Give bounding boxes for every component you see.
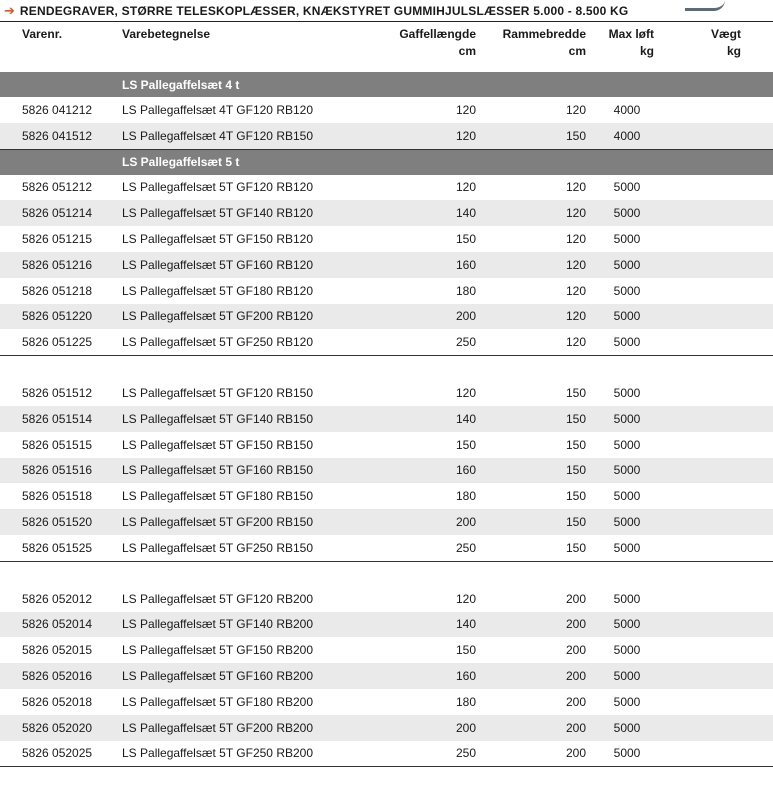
cell-vaegt: [666, 226, 773, 252]
cell-max-loeft: 4000: [613, 102, 641, 117]
group-spacer-row: [0, 561, 773, 586]
group-header-blank: [0, 561, 113, 586]
table-row: [0, 97, 773, 123]
cell-vaegt: [666, 509, 773, 535]
cell-varenr: 5826 052012: [22, 591, 93, 606]
cell-vaegt: [666, 741, 773, 767]
cell-varebetegnelse: LS Pallegaffelsæt 4T GF120 RB120: [122, 102, 314, 117]
cell-max-loeft: 5000: [588, 200, 666, 226]
cell-varenr: 5826 051220: [0, 304, 113, 330]
cell-varenr: 5826 052025: [0, 741, 113, 767]
cell-rammebredde: 200: [480, 663, 588, 689]
cell-vaegt: [666, 380, 773, 406]
table-row: [0, 663, 773, 689]
cell-gaffellaengde: 150: [455, 232, 476, 247]
cell-rammebredde: 120: [565, 283, 586, 298]
cell-vaegt: [666, 406, 773, 432]
cell-gaffellaengde: 120: [392, 123, 480, 149]
cell-gaffellaengde: 250: [392, 329, 480, 355]
cell-vaegt: [666, 329, 773, 355]
cell-vaegt: [666, 535, 773, 561]
cell-gaffellaengde: 200: [392, 509, 480, 535]
cell-varenr: 5826 051225: [0, 329, 113, 355]
cell-gaffellaengde: 160: [392, 252, 480, 278]
cell-max-loeft: 5000: [613, 283, 641, 298]
cell-varebetegnelse: LS Pallegaffelsæt 5T GF180 RB200: [122, 694, 314, 709]
cell-varenr: 5826 051518: [22, 489, 93, 504]
cell-varenr: 5826 051512: [22, 386, 93, 401]
cell-vaegt: [666, 432, 773, 458]
table-row: [0, 483, 773, 509]
group-header-blank: [0, 356, 113, 381]
cell-vaegt: [666, 278, 773, 304]
cell-max-loeft: 5000: [588, 535, 666, 561]
cell-varebetegnelse: LS Pallegaffelsæt 5T GF120 RB150: [122, 386, 314, 401]
cell-max-loeft: 5000: [613, 437, 641, 452]
cell-varenr: 5826 051212: [22, 180, 93, 195]
cell-rammebredde: 150: [480, 406, 588, 432]
cell-max-loeft: 5000: [613, 232, 641, 247]
cell-rammebredde: 200: [480, 612, 588, 638]
table-row: [0, 329, 773, 355]
cell-varebetegnelse: LS Pallegaffelsæt 5T GF150 RB150: [122, 437, 314, 452]
table-header: [0, 26, 773, 72]
cell-varebetegnelse: LS Pallegaffelsæt 5T GF150 RB200: [122, 643, 314, 658]
column-header-rammebredde: Rammebredde cm: [502, 27, 586, 58]
cell-gaffellaengde: 140: [392, 200, 480, 226]
cell-varenr: 5826 051214: [0, 200, 113, 226]
cell-varenr: 5826 052018: [22, 694, 93, 709]
cell-vaegt: [666, 637, 773, 663]
cell-gaffellaengde: 150: [455, 643, 476, 658]
table-row: [0, 380, 773, 406]
cell-varebetegnelse: LS Pallegaffelsæt 5T GF160 RB200: [113, 663, 392, 689]
cell-varenr: 5826 041212: [22, 102, 93, 117]
cell-max-loeft: 5000: [588, 304, 666, 330]
cell-gaffellaengde: 180: [455, 489, 476, 504]
cell-max-loeft: 5000: [588, 329, 666, 355]
table-row: [0, 689, 773, 715]
table-row: [0, 586, 773, 612]
table-row: [0, 278, 773, 304]
cell-varebetegnelse: LS Pallegaffelsæt 5T GF200 RB150: [113, 509, 392, 535]
cell-vaegt: [666, 586, 773, 612]
cell-gaffellaengde: 140: [392, 406, 480, 432]
cell-max-loeft: 5000: [613, 180, 641, 195]
cell-vaegt: [666, 715, 773, 741]
cell-vaegt: [666, 97, 773, 123]
section-title: RENDEGRAVER, STØRRE TELESKOPLÆSSER, KNÆKSTYRET GUMMIHJULSLÆSSER 5.000 - 8.500 KG: [19, 3, 629, 18]
cell-varenr: 5826 052020: [0, 715, 113, 741]
cell-varebetegnelse: LS Pallegaffelsæt 5T GF200 RB120: [113, 304, 392, 330]
cell-max-loeft: 5000: [613, 386, 641, 401]
cell-gaffellaengde: 200: [392, 304, 480, 330]
cell-max-loeft: 5000: [588, 406, 666, 432]
cell-varenr: 5826 051215: [22, 232, 93, 247]
column-header-vaegt: Vægt kg: [711, 27, 741, 58]
cell-rammebredde: 120: [565, 102, 586, 117]
table-row: [0, 637, 773, 663]
cell-max-loeft: 5000: [588, 663, 666, 689]
cell-max-loeft: 5000: [613, 489, 641, 504]
table-row: [0, 458, 773, 484]
group-header-row: [0, 72, 773, 97]
cell-gaffellaengde: 180: [455, 694, 476, 709]
cell-rammebredde: 150: [480, 509, 588, 535]
cell-rammebredde: 150: [565, 489, 586, 504]
table-row: [0, 252, 773, 278]
column-header-max-loeft: Max løft kg: [608, 27, 654, 58]
cell-gaffellaengde: 150: [455, 437, 476, 452]
cell-rammebredde: 200: [565, 643, 586, 658]
cell-gaffellaengde: 120: [455, 386, 476, 401]
group-title: [113, 561, 773, 586]
cell-rammebredde: 150: [480, 535, 588, 561]
cell-varenr: 5826 051218: [22, 283, 93, 298]
table-row: [0, 406, 773, 432]
cell-varebetegnelse: LS Pallegaffelsæt 5T GF160 RB120: [113, 252, 392, 278]
cell-rammebredde: 150: [480, 458, 588, 484]
cell-varenr: 5826 051514: [0, 406, 113, 432]
cell-vaegt: [666, 175, 773, 201]
cell-gaffellaengde: 120: [455, 102, 476, 117]
cell-rammebredde: 150: [565, 386, 586, 401]
cell-varebetegnelse: LS Pallegaffelsæt 5T GF140 RB200: [113, 612, 392, 638]
cell-varebetegnelse: LS Pallegaffelsæt 5T GF200 RB200: [113, 715, 392, 741]
cell-varebetegnelse: LS Pallegaffelsæt 5T GF140 RB150: [113, 406, 392, 432]
group-spacer-row: [0, 356, 773, 381]
cell-vaegt: [666, 304, 773, 330]
group-header-blank: [0, 72, 113, 97]
cell-vaegt: [666, 612, 773, 638]
decorative-swoosh-icon: [685, 0, 725, 11]
group-title: LS Pallegaffelsæt 5 t: [113, 149, 773, 175]
cell-rammebredde: 120: [480, 304, 588, 330]
table-row: [0, 509, 773, 535]
cell-gaffellaengde: 160: [392, 458, 480, 484]
cell-gaffellaengde: 200: [392, 715, 480, 741]
table-row: [0, 123, 773, 149]
cell-vaegt: [666, 200, 773, 226]
table-row: [0, 175, 773, 201]
table-body: [0, 72, 773, 767]
cell-rammebredde: 120: [480, 329, 588, 355]
cell-max-loeft: 5000: [613, 694, 641, 709]
column-header-gaffellaengde: Gaffellængde cm: [399, 27, 476, 58]
cell-rammebredde: 120: [565, 180, 586, 195]
product-table: [0, 26, 773, 767]
cell-varebetegnelse: LS Pallegaffelsæt 5T GF160 RB150: [113, 458, 392, 484]
group-header-blank: [0, 149, 113, 175]
cell-varebetegnelse: LS Pallegaffelsæt 5T GF250 RB150: [113, 535, 392, 561]
cell-vaegt: [666, 663, 773, 689]
cell-rammebredde: 200: [565, 591, 586, 606]
cell-varebetegnelse: LS Pallegaffelsæt 5T GF180 RB150: [122, 489, 314, 504]
cell-rammebredde: 200: [480, 741, 588, 767]
cell-varebetegnelse: LS Pallegaffelsæt 5T GF250 RB200: [113, 741, 392, 767]
cell-gaffellaengde: 250: [392, 741, 480, 767]
table-row: [0, 741, 773, 767]
cell-max-loeft: 5000: [588, 741, 666, 767]
cell-gaffellaengde: 120: [455, 591, 476, 606]
cell-varenr: 5826 051216: [0, 252, 113, 278]
table-row: [0, 304, 773, 330]
cell-varebetegnelse: LS Pallegaffelsæt 4T GF120 RB150: [113, 123, 392, 149]
cell-vaegt: [666, 252, 773, 278]
cell-rammebredde: 150: [480, 123, 588, 149]
group-header-row: [0, 149, 773, 175]
column-header-varenr: Varenr.: [22, 27, 63, 41]
table-row: [0, 612, 773, 638]
cell-rammebredde: 200: [480, 715, 588, 741]
cell-max-loeft: 4000: [588, 123, 666, 149]
cell-varenr: 5826 052016: [0, 663, 113, 689]
cell-gaffellaengde: 160: [392, 663, 480, 689]
cell-vaegt: [666, 483, 773, 509]
cell-max-loeft: 5000: [588, 612, 666, 638]
cell-gaffellaengde: 180: [455, 283, 476, 298]
cell-varebetegnelse: LS Pallegaffelsæt 5T GF120 RB200: [122, 591, 314, 606]
table-row: [0, 226, 773, 252]
cell-max-loeft: 5000: [588, 509, 666, 535]
table-row: [0, 535, 773, 561]
cell-vaegt: [666, 458, 773, 484]
cell-varebetegnelse: LS Pallegaffelsæt 5T GF150 RB120: [122, 232, 314, 247]
group-title: [113, 356, 773, 381]
cell-varebetegnelse: LS Pallegaffelsæt 5T GF180 RB120: [122, 283, 314, 298]
cell-vaegt: [666, 123, 773, 149]
cell-varebetegnelse: LS Pallegaffelsæt 5T GF140 RB120: [113, 200, 392, 226]
cell-rammebredde: 150: [565, 437, 586, 452]
cell-vaegt: [666, 689, 773, 715]
section-title-bar: [0, 0, 773, 22]
cell-max-loeft: 5000: [613, 591, 641, 606]
cell-varenr: 5826 052014: [0, 612, 113, 638]
cell-varenr: 5826 041512: [0, 123, 113, 149]
cell-varenr: 5826 051516: [0, 458, 113, 484]
cell-varenr: 5826 051515: [22, 437, 93, 452]
cell-varebetegnelse: LS Pallegaffelsæt 5T GF120 RB120: [122, 180, 314, 195]
cell-gaffellaengde: 120: [455, 180, 476, 195]
cell-max-loeft: 5000: [588, 458, 666, 484]
cell-varenr: 5826 051525: [0, 535, 113, 561]
table-row: [0, 432, 773, 458]
cell-gaffellaengde: 250: [392, 535, 480, 561]
cell-rammebredde: 120: [480, 252, 588, 278]
column-header-varebetegnelse: Varebetegnelse: [122, 27, 211, 41]
cell-rammebredde: 200: [565, 694, 586, 709]
cell-varebetegnelse: LS Pallegaffelsæt 5T GF250 RB120: [113, 329, 392, 355]
group-title: LS Pallegaffelsæt 4 t: [113, 72, 773, 97]
cell-max-loeft: 5000: [588, 715, 666, 741]
cell-max-loeft: 5000: [613, 643, 641, 658]
table-row: [0, 715, 773, 741]
cell-gaffellaengde: 140: [392, 612, 480, 638]
cell-max-loeft: 5000: [588, 252, 666, 278]
cell-varenr: 5826 051520: [0, 509, 113, 535]
cell-rammebredde: 120: [565, 232, 586, 247]
cell-rammebredde: 120: [480, 200, 588, 226]
table-row: [0, 200, 773, 226]
cell-varenr: 5826 052015: [22, 643, 93, 658]
arrow-right-icon: ➔: [4, 2, 15, 18]
